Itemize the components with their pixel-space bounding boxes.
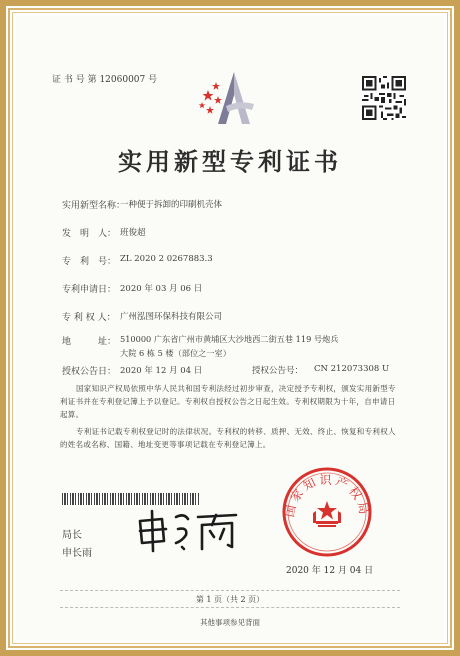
- legal-paragraph-2: 专利证书记载专利权登记时的法律状况。专利权的转移、质押、无效、终止、恢复和专利权人的姓名或名称、国籍、地址变更等事项记载在专利登记簿上。: [60, 427, 396, 449]
- footer-divider-2: [60, 607, 400, 608]
- field-value-name: 一种便于拆卸的印刷机壳体: [120, 200, 223, 210]
- field-value-address-line1: 510000 广东省广州市黄埔区大沙地西二街五巷 119 号炮兵: [120, 334, 339, 344]
- seal-text: 国家知识产权局: [282, 473, 372, 519]
- footer-note: 其他事项参见背面: [200, 618, 260, 627]
- certificate-title: 实用新型专利证书: [118, 147, 342, 176]
- cert-number: 证 书 号 第 12060007 号: [52, 75, 158, 85]
- signature-title: 局长: [62, 530, 82, 541]
- field-label-patent-no: 专 利 号：: [62, 257, 117, 267]
- legal-paragraph-1: 国家知识产权局依照中华人民共和国专利法经过初步审查，决定授予专利权，颁发实用新型专利证书并在专利登记簿上予以登记。专利权自授权公告之日起生效。专利权期限为十年，自申请日起算。: [60, 384, 396, 419]
- grant-pub-label: 授权公告号：: [252, 366, 304, 376]
- field-value-inventor: 班俊超: [120, 228, 146, 238]
- barcode: [62, 493, 200, 505]
- grant-pub-value: CN 212073308 U: [314, 364, 390, 374]
- field-value-address-line2: 大院 6 栋 5 楼（部位之一室）: [120, 348, 231, 358]
- field-label-address: 地 址：: [62, 337, 117, 347]
- qr-code: [362, 76, 406, 120]
- field-label-inventor: 发 明 人：: [62, 229, 117, 239]
- cnipa-emblem-icon: [196, 66, 266, 128]
- handwritten-signature: [132, 507, 242, 553]
- signature-name: 申长雨: [62, 548, 92, 559]
- footer-divider: [60, 590, 400, 591]
- field-value-patent-no: ZL 2020 2 0267883.3: [120, 254, 213, 264]
- field-value-patentee: 广州泓图环保科技有限公司: [120, 312, 223, 322]
- field-label-patentee: 专 利 权 人：: [62, 313, 116, 323]
- field-label-filing-date: 专利申请日：: [62, 285, 117, 295]
- seal-date: 2020 年 12 月 04 日: [286, 566, 374, 576]
- official-seal: [280, 465, 374, 559]
- grant-date-value: 2020 年 12 月 04 日: [120, 366, 203, 376]
- field-label-name: 实用新型名称：: [62, 201, 126, 211]
- page-indicator: 第 1 页（共 2 页）: [195, 595, 265, 604]
- field-value-filing-date: 2020 年 03 月 06 日: [120, 284, 203, 294]
- grant-date-label: 授权公告日：: [62, 367, 117, 377]
